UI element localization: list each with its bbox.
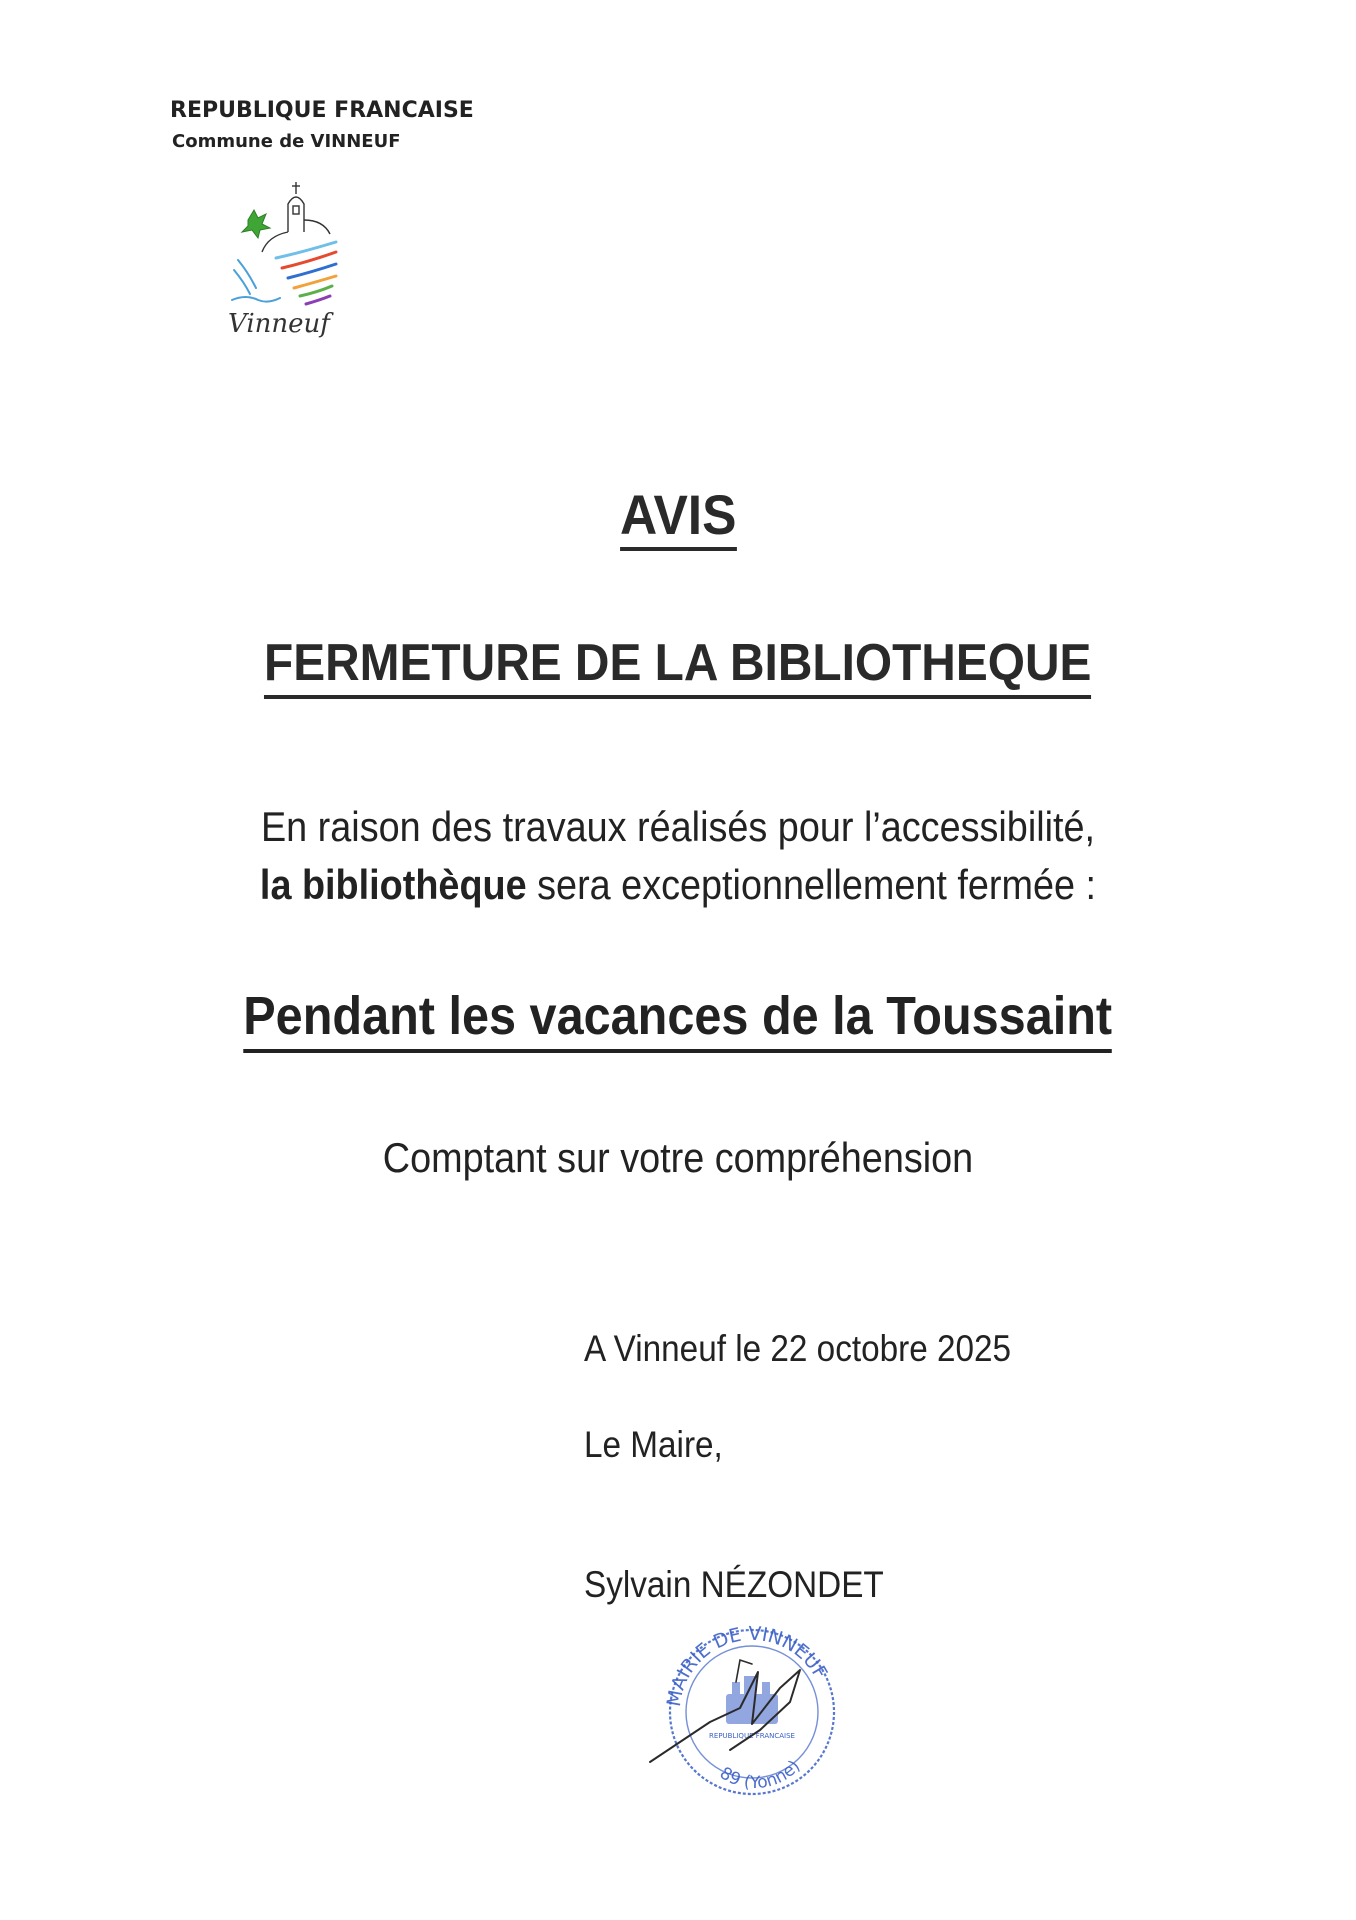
logo-text: Vinneuf (228, 309, 330, 339)
mayor-role: Le Maire, (584, 1424, 723, 1465)
notice-title (0, 636, 1356, 699)
republic-heading: REPUBLIQUE FRANCAISE (170, 98, 474, 123)
body-line-1: En raison des travaux réalisés pour l’accessibilité, (260, 803, 1096, 850)
svg-text:89 (Yonne) (716, 1757, 805, 1794)
notice-avis (0, 483, 1356, 551)
body-line-2-bold: la bibliothèque (259, 861, 527, 908)
mairie-seal-icon (640, 1612, 860, 1802)
commune-heading: Commune de VINNEUF (172, 131, 401, 152)
notice-period (0, 988, 1356, 1053)
closing-text: Comptant sur votre compréhension (382, 1134, 974, 1181)
avis-heading: AVIS (620, 486, 736, 551)
seal-inner-text: REPUBLIQUE FRANCAISE (709, 1732, 795, 1740)
vinneuf-logo-icon (228, 172, 348, 342)
body-line-2-rest: sera exceptionnellement fermée : (526, 861, 1097, 908)
seal-bottom-text: 89 (Yonne) (715, 1756, 805, 1794)
place-date: A Vinneuf le 22 octobre 2025 (584, 1328, 1012, 1369)
mayor-name: Sylvain NÉZONDET (584, 1564, 884, 1605)
notice-body (0, 798, 1356, 914)
notice-closing (0, 1134, 1356, 1182)
header-block (170, 98, 474, 152)
period-heading: Pendant les vacances de la Toussaint (244, 988, 1113, 1053)
body-line-2 (68, 856, 1288, 914)
closure-heading: FERMETURE DE LA BIBLIOTHEQUE (264, 636, 1091, 699)
seal-top-text: MAIRIE DE VINNEUF (662, 1622, 832, 1709)
